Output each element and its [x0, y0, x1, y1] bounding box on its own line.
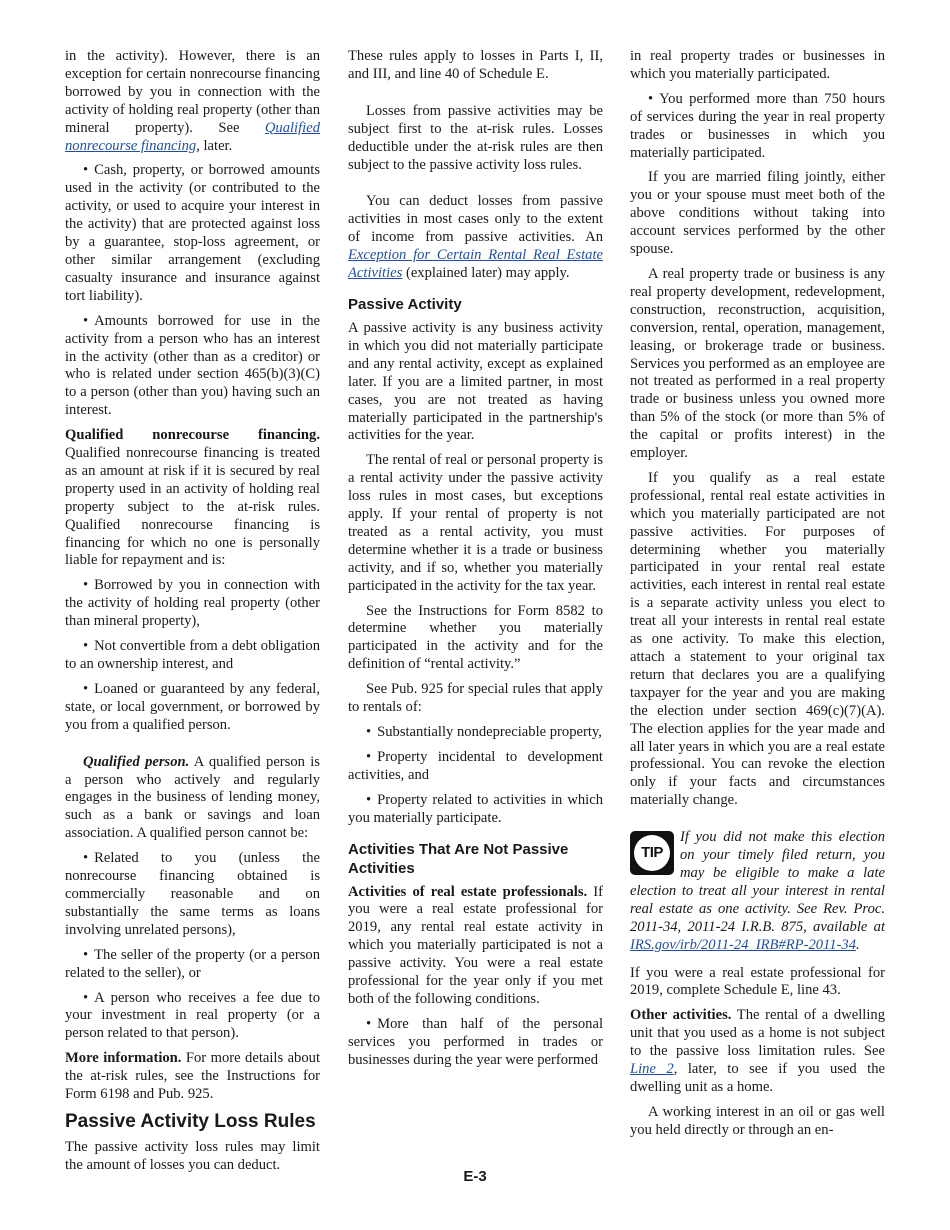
bullet-item: • The seller of the property (or a person related to the seller), or — [65, 947, 320, 983]
paragraph: Qualified nonrecourse financing. Qualified nonrecourse financing is treated as an amount at risk if it is secured by real property used in an activity of holding real property subject to the at-risk rules. Qualified nonrecourse financing is financing for which no one is personally liable for repayment and is: — [65, 427, 320, 569]
section-heading: Activities That Are Not Passive Activities — [348, 840, 569, 877]
run-in-heading: More information. — [65, 1050, 182, 1067]
paragraph: If you are married filing jointly, either you or your spouse must meet both of the above conditions without taking into account services performed by the other spouse. — [630, 169, 885, 258]
paragraph: The rental of real or personal property is a rental activity under the passive activity loss rules in most cases, but exceptions apply. If your rental of property is not treated as a rental activity, you must determine whether it is a trade or business activity, and if so, whether you materially participated in the activity for the tax year. — [348, 452, 603, 594]
paragraph: The passive activity loss rules may limit the amount of losses you can deduct. — [65, 1138, 320, 1173]
paragraph: Losses from passive activities may be subject first to the at-risk rules. Losses deductible under the at-risk rules are then subject to the passive activity loss rules. — [348, 102, 603, 173]
paragraph: A working interest in an oil or gas well you held directly or through an en- — [630, 1103, 885, 1138]
bullet-item: • Related to you (unless the nonrecourse financing obtained is commercially reasonable and on substantially the same terms as loans involving unrelated persons), — [65, 850, 320, 940]
paragraph: A passive activity is any business activity in which you did not materially participate and any rental activity, except as explained later. If you are a limited partner, in most cases, you are not treated as having materially participated in the partnership's activities for the year. — [348, 319, 603, 444]
paragraph: Qualified person. A qualified person is a person who actively and regularly engages in the business of lending money, such as a bank or savings and loan association. A qualified person cannot be: — [65, 753, 320, 842]
bullet-item: • Amounts borrowed for use in the activity from a person who has an interest in the activity (other than as a creditor) or who is related under section 465(b)(3)(C) to a person (other than you) having such an interest. — [65, 313, 320, 420]
bullet-item: • You performed more than 750 hours of services during the year in real property trades or businesses in which you materially participated. — [630, 91, 885, 163]
exception-rental-real-estate-link[interactable]: Exception for Certain Rental Real Estate Activities — [348, 247, 603, 282]
bullet-item: • Not convertible from a debt obligation to an ownership interest, and — [65, 638, 320, 674]
paragraph: Activities of real estate professionals. If you were a real estate professional for 2019, any rental real estate activity in which you materially participated is not a passive activity. You were a real estate professional for the year only if you met both of the following conditions. — [348, 883, 603, 1007]
paragraph: See the Instructions for Form 8582 to determine whether you materially participated in the activity and for the definition of “rental activity.” — [348, 602, 603, 673]
paragraph: If you were a real estate professional for 2019, complete Schedule E, line 43. — [630, 964, 885, 999]
paragraph: You can deduct losses from passive activities in most cases only to the extent of income from passive activities. An Exception for Certain Rental Real Estate Activities (explained later) may apply. — [348, 193, 603, 282]
spacer — [348, 181, 603, 193]
spacer — [348, 91, 603, 103]
paragraph: in real property trades or businesses in which you materially participated. — [630, 48, 885, 82]
bullet-item: • Property related to activities in which you materially participate. — [348, 792, 603, 828]
paragraph: in the activity). However, there is an exception for certain nonrecourse financing borrowed by you in connection with the activity of holding real property (other than mineral property). See Qualified nonrecourse financing, later. — [65, 48, 320, 154]
run-in-heading: Qualified nonrecourse financing. — [65, 427, 320, 444]
column-3 — [630, 48, 885, 1147]
paragraph: Other activities. The rental of a dwelling unit that you used as a home is not subject to the passive loss limitation rules. See Line 2, later, to see if you used the dwelling unit as a home. — [630, 1007, 886, 1095]
section-heading: Passive Activity Loss Rules — [65, 1110, 316, 1132]
paragraph: More information. For more details about the at-risk rules, see the Instructions for Form 6198 and Pub. 925. — [65, 1050, 320, 1103]
bullet-item: • Loaned or guaranteed by any federal, state, or local government, or borrowed by you from a qualified person. — [65, 681, 320, 735]
line-2-link[interactable]: Line 2 — [630, 1061, 674, 1078]
paragraph: A real property trade or business is any real property development, redevelopment, construction, reconstruction, acquisition, conversion, rental, operation, management, leasing, or brokerage trade or business. Services you performed as an employee are not treated as performed in a real property trade or business unless you owned more than 5% of the stock (or more than 5% of the capital or profits interest) in the employer. — [630, 265, 885, 462]
paragraph: See Pub. 925 for special rules that apply to rentals of: — [348, 681, 603, 716]
run-in-heading: Activities of real estate professionals. — [348, 883, 588, 900]
page-number: E-3 — [463, 1168, 487, 1185]
bullet-item: • More than half of the personal services you performed in trades or businesses during the year were performed — [348, 1016, 603, 1070]
bullet-item: • A person who receives a fee due to your investment in real property (or a person related to that person). — [65, 990, 320, 1044]
tip-box — [630, 829, 885, 954]
spacer — [65, 742, 320, 754]
run-in-heading: Other activities. — [630, 1007, 732, 1024]
spacer — [630, 817, 885, 829]
tip-icon: TIP — [630, 831, 674, 875]
bullet-item: • Property incidental to development activities, and — [348, 749, 603, 785]
run-in-heading: Qualified person. — [83, 753, 190, 770]
bullet-item: • Borrowed by you in connection with the activity of holding real property (other than mineral property), — [65, 577, 320, 631]
paragraph: These rules apply to losses in Parts I, II, and III, and line 40 of Schedule E. — [348, 48, 603, 82]
irs-rev-proc-link[interactable]: IRS.gov/irb/2011-24_IRB#RP-2011-34 — [630, 936, 857, 953]
paragraph: If you qualify as a real estate professional, rental real estate activities in which you materially participated are not passive activities. For purposes of determining whether you materially participated in your rental real estate activities, each interest in rental real estate is a separate activity unless you elect to treat all your interests in rental real estate as one activity. To make this election, attach a statement to your original tax return that declares you are a qualifying taxpayer for the year and you are making the election under section 469(c)(7)(A). The election applies for the year made and all later years in which you are a real estate professional. You can revoke the election only if your facts and circumstances materially change. — [630, 469, 885, 809]
qualified-nonrecourse-financing-link[interactable]: Qualified nonrecourse financing — [65, 119, 320, 154]
column-1 — [65, 48, 320, 1182]
bullet-item: • Cash, property, or borrowed amounts used in the activity (or contributed to the activity, or used to acquire your interest in the activity) that are protected against loss by a guarantee, stop-loss agreement, or other similar arrangement (excluding casualty insurance and insurance against tort liability). — [65, 162, 320, 305]
section-heading: Passive Activity — [348, 295, 462, 313]
column-2 — [348, 48, 603, 1077]
tip-text: If you did not make this election on your timely filed return, you may be eligible to make a late election to treat all your interest in rental real estate as one activity. See Rev. Proc. 2011-34, 2011-24 I.R.B. 875, available at IRS.gov/irb/2011-24_IRB#RP-2011-34. — [630, 829, 885, 953]
bullet-item: • Substantially nondepreciable property, — [348, 724, 603, 742]
